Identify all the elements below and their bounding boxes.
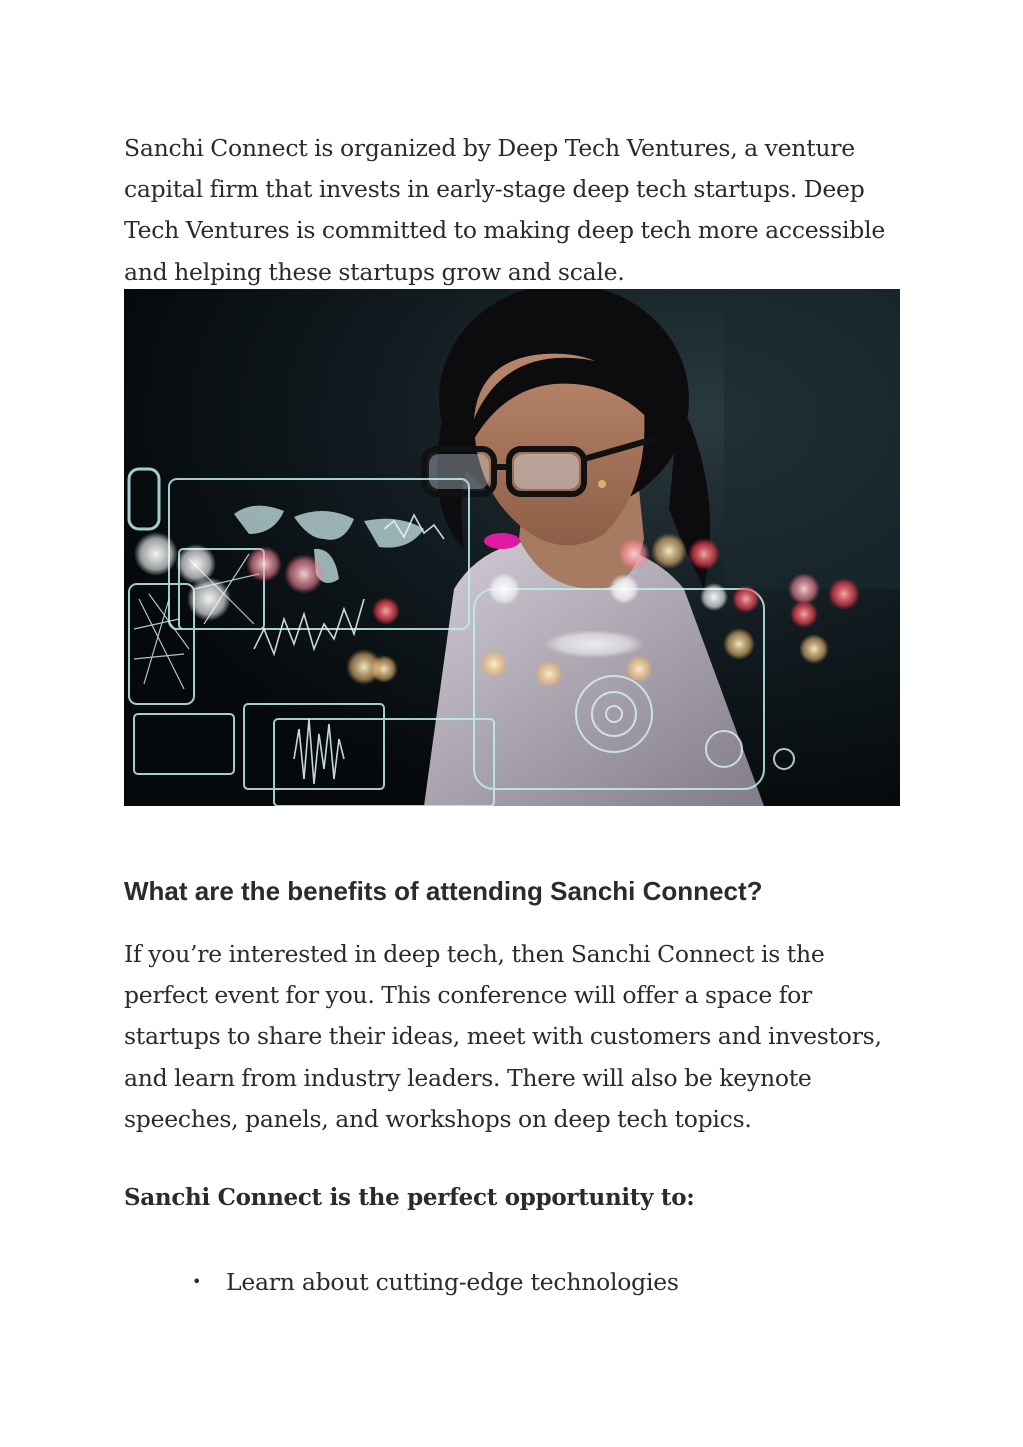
intro-section [124,128,904,293]
opportunity-heading: Sanchi Connect is the perfect opportunity to: [124,1184,695,1211]
hero-image [124,289,900,806]
benefits-paragraph: If you’re interested in deep tech, then Sanchi Connect is the perfect event for you. This conference will offer a space for startups to share their ideas, meet with customers and investors, and learn from industry leaders. There will also be keynote speeches, panels, and workshops on deep tech topics. [124,940,882,1133]
list-item [190,1262,679,1305]
intro-paragraph: Sanchi Connect is organized by Deep Tech Ventures, a venture capital firm that invests in early-stage deep tech startups. Deep Tech Ventures is committed to making deep tech more accessible and helping these startups grow and scale. [124,134,886,286]
bullet-icon: • [192,1272,202,1291]
opportunity-list [190,1262,679,1305]
hero-illustration [124,289,900,806]
benefits-heading: What are the benefits of attending Sanchi Connect? [124,876,763,906]
benefits-section [124,934,914,1140]
list-item-text: Learn about cutting-edge technologies [226,1268,679,1296]
